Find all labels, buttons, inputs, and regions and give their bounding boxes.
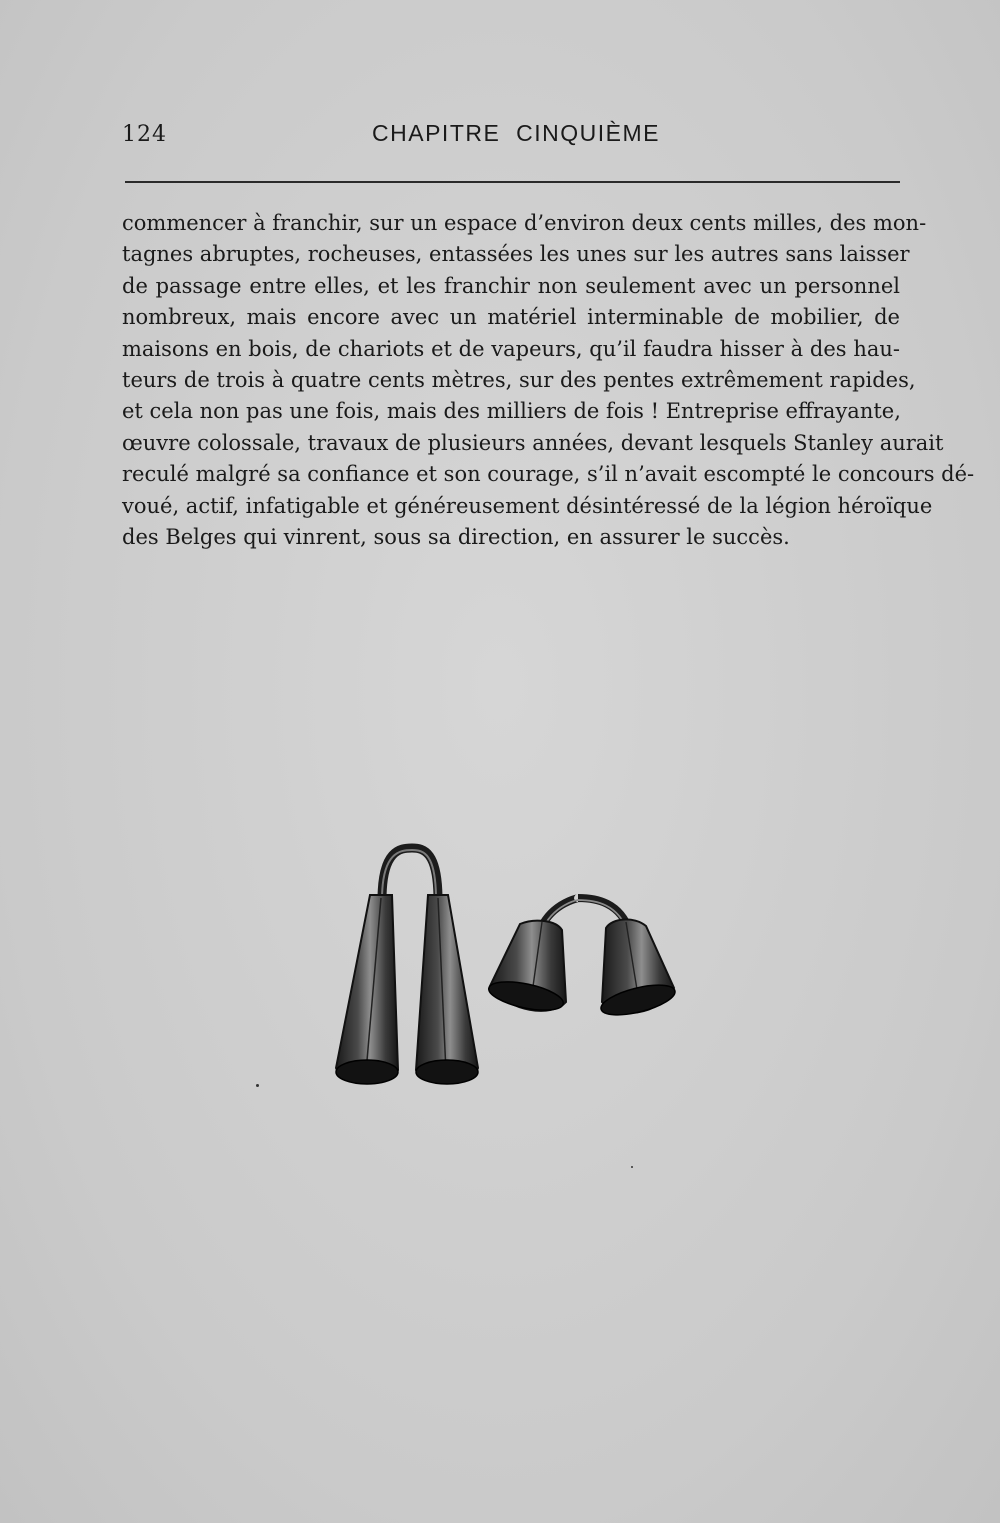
ink-speck [631, 1166, 633, 1168]
page-number: 124 [122, 122, 167, 147]
header-rule [125, 181, 900, 183]
text-line: de passage entre elles, et les franchir non seulement avec un personnel [122, 273, 900, 298]
text-line: teurs de trois à quatre cents mètres, sur des pentes extrêmement rapides, [122, 367, 916, 392]
text-line: commencer à franchir, sur un espace d’environ deux cents milles, des mon- [122, 211, 927, 235]
text-line: voué, actif, infatigable et généreusement désintéressé de la légion héroïque [122, 493, 933, 518]
text-line: maisons en bois, de chariots et de vapeurs, qu’il faudra hisser à des hau- [122, 336, 900, 361]
text-line: œuvre colossale, travaux de plusieurs années, devant lesquels Stanley aurait [122, 430, 944, 455]
gong-illustration [320, 840, 690, 1100]
bell-gongs-image [320, 840, 690, 1100]
tall-double-gong [336, 848, 478, 1084]
short-double-gong [486, 898, 677, 1021]
body-paragraph [122, 208, 975, 553]
text-line: nombreux, mais encore avec un matériel interminable de mobilier, de [122, 305, 900, 330]
text-line: des Belges qui vinrent, sous sa direction, en assurer le succès. [122, 524, 790, 549]
page-header [122, 118, 900, 154]
running-head: CHAPITRE CINQUIÈME [372, 120, 660, 146]
text-line: tagnes abruptes, rocheuses, entassées les unes sur les autres sans laisser [122, 242, 910, 267]
text-line: et cela non pas une fois, mais des milliers de fois ! Entreprise effrayante, [122, 399, 901, 424]
text-line: reculé malgré sa confiance et son courage, s’il n’avait escompté le concours dé- [122, 462, 975, 487]
ink-speck [256, 1084, 259, 1087]
